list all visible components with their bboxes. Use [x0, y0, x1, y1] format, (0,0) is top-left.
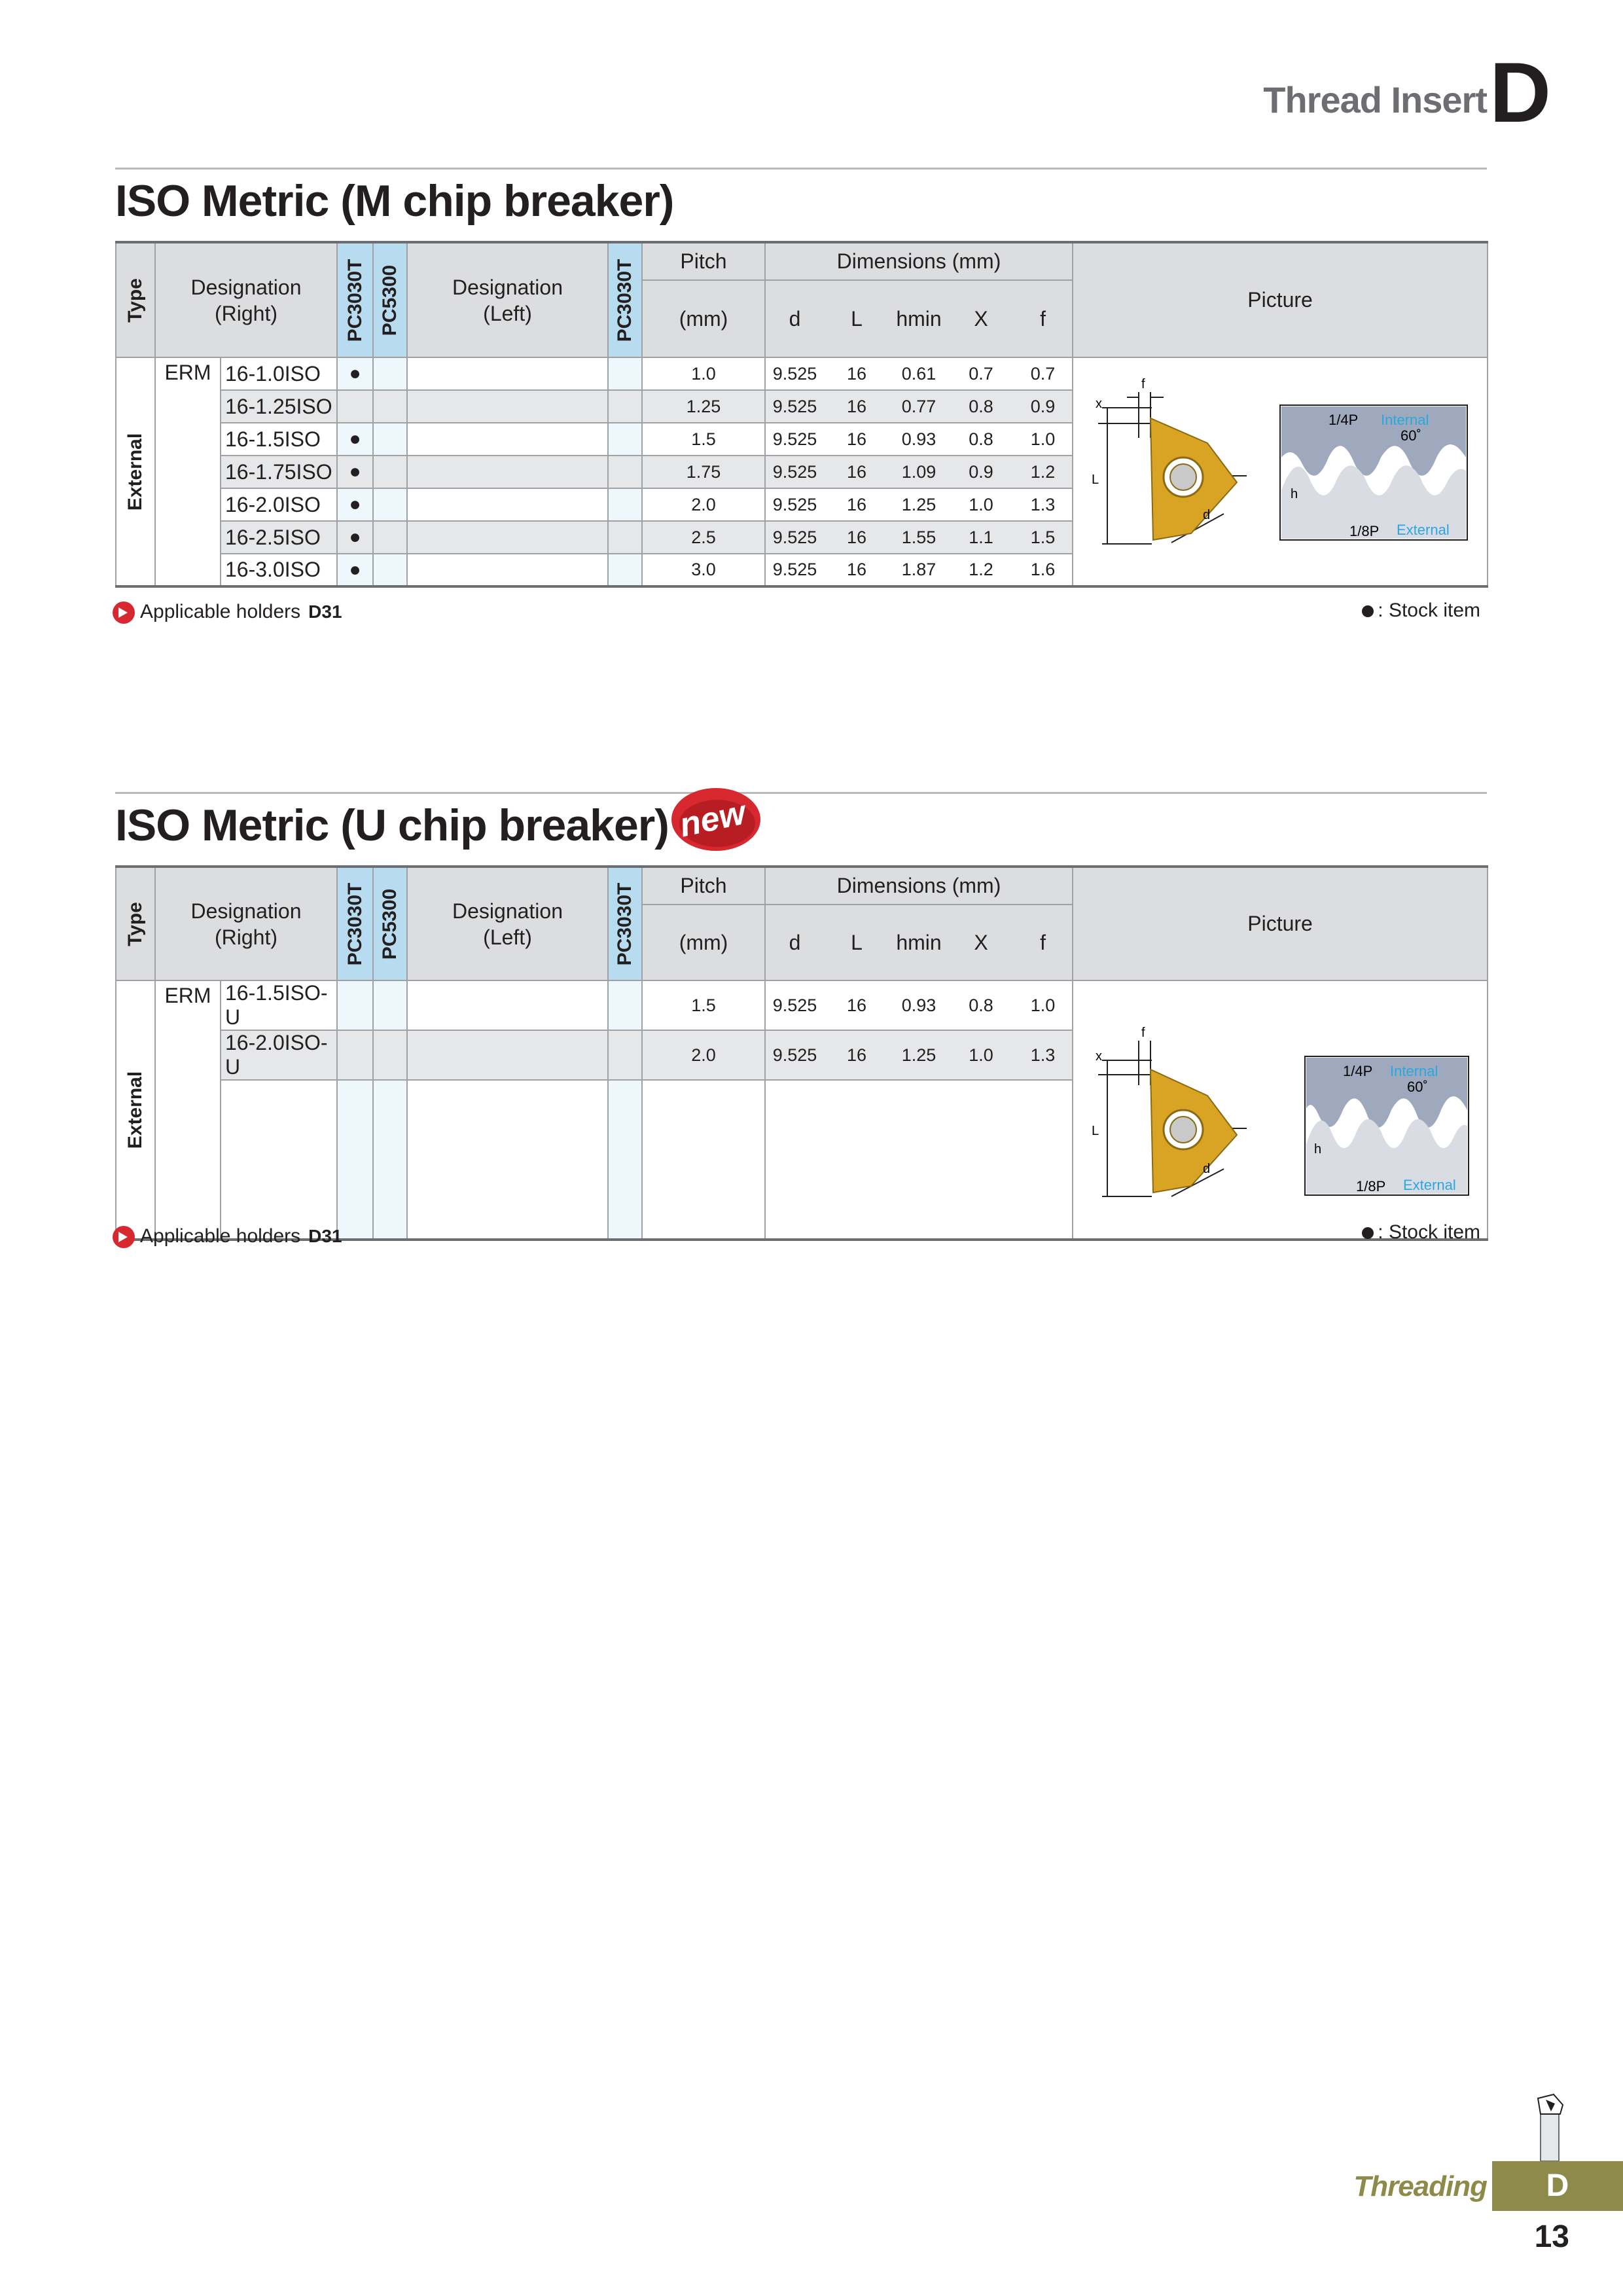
svg-text:Internal: Internal: [1390, 1062, 1438, 1079]
designation-cell: 16-1.0ISO: [221, 357, 337, 390]
designation-cell: 16-2.0ISO: [221, 488, 337, 521]
svg-text:60˚: 60˚: [1407, 1078, 1428, 1095]
type-header: Type: [116, 242, 155, 357]
f-header: f: [1014, 280, 1073, 357]
insert-diagram: [1073, 1000, 1486, 1220]
arrow-right-icon: [113, 601, 135, 624]
grade-pc3030t-header: PC3030T: [337, 242, 373, 357]
designation-cell: 16-2.0ISO-U: [221, 1030, 337, 1080]
svg-text:External: External: [1403, 1176, 1456, 1193]
hmin-cell: 0.61: [889, 357, 948, 390]
page-number: 13: [1534, 2219, 1569, 2254]
designation-left-header: Designation (Left): [407, 242, 608, 357]
external-label: External: [1397, 521, 1450, 538]
grade-left-pc3030t-header: PC3030T: [608, 242, 642, 357]
quarter-pitch-label: 1/4P: [1329, 411, 1359, 428]
table-row: 16-3.0ISO ● 3.0 9.525 16 1.87 1.2 1.6: [116, 554, 1488, 586]
applicable-holders-link[interactable]: Applicable holders D31: [113, 601, 342, 624]
pitch-unit-header: (mm): [642, 280, 765, 357]
f-label: f: [1141, 376, 1145, 391]
L-header: L: [824, 280, 889, 357]
designation-cell: 16-1.25ISO: [221, 390, 337, 423]
table-row: 16-1.5ISO ● 1.5 9.525 16 0.93 0.8 1.0: [116, 423, 1488, 456]
designation-cell: 16-1.75ISO: [221, 456, 337, 488]
insert-diagram: [1073, 359, 1486, 584]
angle-label: 60˚: [1400, 427, 1421, 444]
f-cell: 0.7: [1014, 357, 1073, 390]
table-row: 16-1.25ISO 1.25 9.525 16 0.77 0.8 0.9: [116, 390, 1488, 423]
d-header: d: [765, 280, 824, 357]
series-cell: ERM: [155, 357, 221, 586]
header-rule: [115, 168, 1487, 170]
picture-cell: [1073, 980, 1488, 1240]
stock-dot-icon: [1362, 1227, 1374, 1239]
table-row: 16-2.0ISO-U 2.0 9.525 16 1.25 1.0 1.3: [116, 1030, 1488, 1080]
section1-table: [115, 241, 1488, 588]
x-label: x: [1096, 396, 1103, 411]
designation-cell: 16-1.5ISO-U: [221, 980, 337, 1030]
grade-pc5300-header: PC5300: [373, 242, 407, 357]
stock-dot-icon: [1362, 605, 1374, 617]
new-badge-icon: [665, 779, 763, 856]
hmin-header: hmin: [889, 280, 948, 357]
svg-text:L: L: [1092, 1123, 1099, 1138]
section2-title: ISO Metric (U chip breaker): [115, 800, 669, 850]
d-cell: 9.525: [765, 357, 824, 390]
table-row: [116, 357, 1488, 390]
section-tab[interactable]: D: [1492, 2161, 1623, 2211]
svg-text:1/4P: 1/4P: [1343, 1062, 1373, 1079]
threading-tool-icon: [1531, 2092, 1571, 2161]
pitch-cell: 1.0: [642, 357, 765, 390]
picture-cell: [1073, 357, 1488, 586]
svg-text:new: new: [676, 793, 749, 845]
X-cell: 0.7: [948, 357, 1014, 390]
section2-table: Type Designation (Right) PC3030T PC5300 Designation (Left) PC3030T Pitch Dimensions (mm) Picture (mm) d L hmin X f External ERM 16-1.5ISO-U 1.5 9.525 16 0.93 0.8 1.0 x f L d 1/4P Internal 60˚ h 1/8P External 16-2.0ISO-U 2.0 9.525 16 1.25 1.0 1.3: [115, 865, 1488, 1241]
pitch-header: Pitch: [642, 242, 765, 280]
type-cell: External: [116, 357, 155, 586]
designation-cell: 16-2.5ISO: [221, 521, 337, 554]
X-header: X: [948, 280, 1014, 357]
internal-label: Internal: [1381, 411, 1429, 428]
eighth-pitch-label: 1/8P: [1349, 522, 1380, 539]
stock-legend: : Stock item: [1362, 1221, 1480, 1244]
stock-dot: ●: [337, 357, 373, 390]
svg-text:h: h: [1314, 1141, 1322, 1157]
designation-cell: 16-1.5ISO: [221, 423, 337, 456]
svg-text:1/8P: 1/8P: [1356, 1177, 1386, 1194]
designation-right-header: Designation (Right): [155, 242, 337, 357]
table-row: 16-1.75ISO ● 1.75 9.525 16 1.09 0.9 1.2: [116, 456, 1488, 488]
svg-text:f: f: [1141, 1025, 1145, 1040]
dimensions-header: Dimensions (mm): [765, 242, 1073, 280]
picture-header: Picture: [1073, 242, 1488, 357]
L-label: L: [1092, 472, 1099, 487]
section-letter: D: [1489, 45, 1551, 140]
stock-legend: : Stock item: [1362, 600, 1480, 622]
d-label: d: [1203, 507, 1211, 522]
svg-text:x: x: [1096, 1049, 1103, 1064]
table-row: 16-2.5ISO ● 2.5 9.525 16 1.55 1.1 1.5: [116, 521, 1488, 554]
table-row: External ERM 16-1.5ISO-U 1.5 9.525 16 0.93 0.8 1.0 x f L d 1/4P Internal 60˚ h 1/8P External: [116, 980, 1488, 1030]
h-label: h: [1291, 486, 1298, 501]
svg-text:d: d: [1203, 1161, 1211, 1176]
section-rule: [115, 792, 1487, 794]
applicable-holders-link[interactable]: Applicable holders D31: [113, 1225, 342, 1248]
table-row: 16-2.0ISO ● 2.0 9.525 16 1.25 1.0 1.3: [116, 488, 1488, 521]
category-label: Threading: [1353, 2170, 1487, 2202]
arrow-right-icon: [113, 1226, 135, 1248]
L-cell: 16: [824, 357, 889, 390]
section1-title: ISO Metric (M chip breaker): [115, 176, 674, 226]
header-title: Thread Insert: [1263, 79, 1487, 120]
designation-cell: 16-3.0ISO: [221, 554, 337, 586]
